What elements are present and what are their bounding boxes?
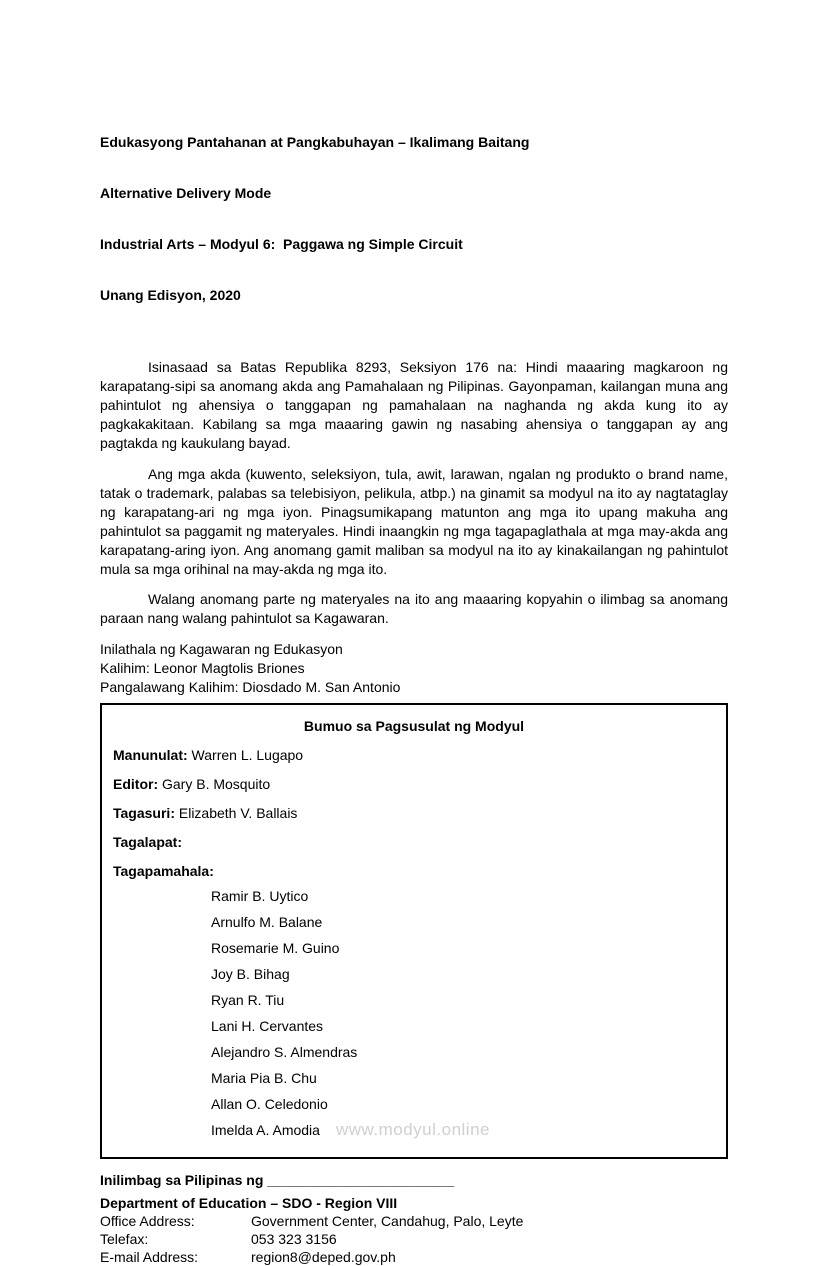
manager-name: Rosemarie M. Guino: [211, 940, 340, 956]
role-label: Manunulat:: [113, 747, 188, 763]
credits-role-row: [113, 776, 715, 793]
credits-role-row: [113, 834, 715, 851]
role-label: Editor:: [113, 776, 159, 792]
credits-role-row: [113, 863, 715, 880]
managers-list: [211, 883, 715, 1143]
role-value: Gary B. Mosquito: [162, 776, 271, 792]
contact-value: Government Center, Candahug, Palo, Leyte: [251, 1213, 524, 1229]
contact-row: [100, 1248, 728, 1266]
publisher-line: Inilathala ng Kagawaran ng Edukasyon: [100, 641, 343, 657]
manager-name: Ramir B. Uytico: [211, 888, 309, 904]
module-title-line: Industrial Arts – Modyul 6: Paggawa ng Simple Circuit: [100, 236, 463, 252]
printed-in-line: [100, 1171, 728, 1189]
manager-name: Alejandro S. Almendras: [211, 1044, 358, 1060]
manager-name: Joy B. Bihag: [211, 966, 290, 982]
module-title-block: [100, 100, 728, 338]
contact-label: E-mail Address:: [100, 1249, 199, 1265]
publisher-line: Pangalawang Kalihim: Diosdado M. San Antonio: [100, 679, 401, 695]
contact-row: [100, 1212, 728, 1230]
page-content: [100, 100, 728, 1266]
site-watermark: www.modyul.online: [335, 1120, 490, 1139]
contact-label: Office Address:: [100, 1213, 195, 1229]
manager-name: Lani H. Cervantes: [211, 1018, 324, 1034]
copyright-paragraph: Ang mga akda (kuwento, seleksiyon, tula, awit, larawan, ngalan ng produkto o brand name, tatak o trademark, palabas sa telebisiyon, pelikula, atbp.) na ginamit sa modyul na ito ay nagtataglay ng karapatang-ari ng mga iyon. Pinagsumikapang matunton ang mga ito upang makuha ang pahintulot sa paggamit ng materyales. Hindi inaangkin ng mga tagapaglathala at mga may-akda ang karapatang-aring iyon. Ang anomang gamit maliban sa modyul na ito ay kinakailangan ng pahintulot mula sa mga orihinal na may-akda ng mga ito.: [100, 466, 728, 577]
module-title-line: Unang Edisyon, 2020: [100, 287, 241, 303]
contact-row: [100, 1230, 728, 1248]
role-value: Elizabeth V. Ballais: [178, 805, 298, 821]
credits-box-title: Bumuo sa Pagsusulat ng Modyul: [303, 718, 525, 734]
manager-name: Ryan R. Tiu: [211, 992, 285, 1008]
contact-value: region8@deped.gov.ph: [251, 1249, 396, 1265]
credits-role-row: [113, 805, 715, 822]
role-label: Tagasuri:: [113, 805, 175, 821]
module-title-line: Edukasyong Pantahanan at Pangkabuhayan – Ikalimang Baitang: [100, 134, 530, 150]
credits-box: [100, 703, 728, 1159]
department-line: Department of Education – SDO - Region VIII: [100, 1195, 398, 1211]
contact-value: 053 323 3156: [251, 1231, 337, 1247]
printed-in-label: Inilimbag sa Pilipinas ng: [100, 1172, 264, 1188]
manager-name: Maria Pia B. Chu: [211, 1070, 317, 1086]
publisher-block: [100, 640, 728, 697]
copyright-paragraph: Isinasaad sa Batas Republika 8293, Seksiyon 176 na: Hindi maaaring magkaroon ng karapatang-sipi sa anomang akda ang Pamahalaan ng Pilipinas. Gayonpaman, kailangan muna ang pahintulot ng ahensiya o tanggapan ng pamahalaan na naghanda ng akda kung ito ay pagkakakitaan. Kabilang sa mga maaaring gawin ng nasabing ahensiya o tanggapan ay ang pagtakda ng kaukulang bayad.: [100, 359, 728, 451]
copyright-paragraph: Walang anomang parte ng materyales na ito ang maaaring kopyahin o ilimbag sa anomang paraan nang walang pahintulot sa Kagawaran.: [100, 591, 728, 626]
credits-role-row: [113, 747, 715, 764]
contact-label: Telefax:: [100, 1231, 149, 1247]
manager-name: Arnulfo M. Balane: [211, 914, 323, 930]
printed-in-blank: ________________________: [267, 1172, 455, 1188]
role-label: Tagalapat:: [113, 834, 182, 850]
module-title-line: Alternative Delivery Mode: [100, 185, 272, 201]
role-value: Warren L. Lugapo: [191, 747, 304, 763]
manager-name: Allan O. Celedonio: [211, 1096, 328, 1112]
role-label: Tagapamahala:: [113, 863, 214, 879]
manager-name: Imelda A. Amodia: [211, 1122, 320, 1138]
publisher-line: Kalihim: Leonor Magtolis Briones: [100, 660, 305, 676]
